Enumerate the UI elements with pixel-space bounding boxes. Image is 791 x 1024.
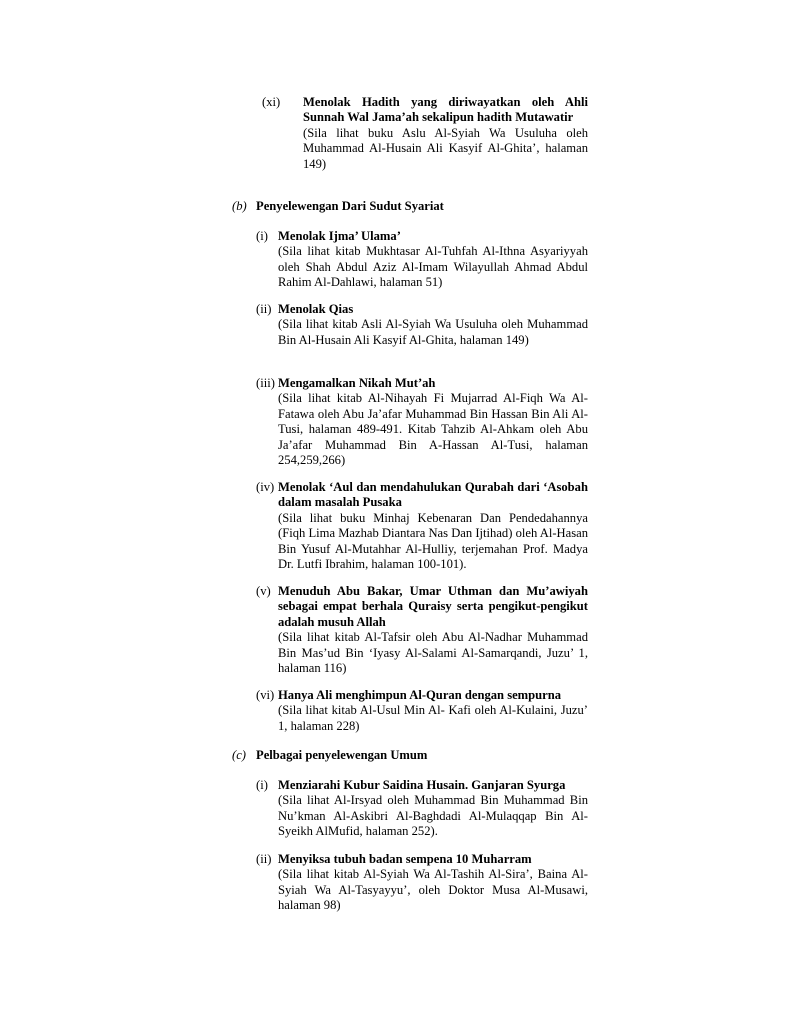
item-reference: (Sila lihat kitab Al-Tafsir oleh Abu Al-Nadhar Muhammad Bin Mas’ud Bin ‘Iyasy Al-Salami Al-Samarqandi, Juzu’ 1, halaman 116) xyxy=(278,630,588,676)
item-title: Mengamalkan Nikah Mut’ah xyxy=(278,376,436,390)
section-label: Penyelewengan Dari Sudut Syariat xyxy=(256,199,444,213)
section-label: Pelbagai penyelewengan Umum xyxy=(256,748,428,762)
item-reference: (Sila lihat Al-Irsyad oleh Muhammad Bin Muhammad Bin Nu’kman Al-Askibri Al-Baghdadi Al-Mulaqqap Bin Al-Syeikh AlMufid, halaman 252). xyxy=(278,793,588,839)
item-title: Menolak Qias xyxy=(278,302,354,316)
item-title: Menziarahi Kubur Saidina Husain. Ganjaran Syurga xyxy=(278,778,566,792)
item-marker: (xi) xyxy=(262,95,281,109)
item-title: Menyiksa tubuh badan sempena 10 Muharram xyxy=(278,852,532,866)
item-reference: (Sila lihat kitab Mukhtasar Al-Tuhfah Al-Ithna Asyariyyah oleh Shah Abdul Aziz Al-Imam Wilayullah Ahmad Abdul Rahim Al-Dahlawi, halaman 51) xyxy=(278,244,588,290)
item-marker: (ii) xyxy=(256,302,272,316)
section-letter: (c) xyxy=(232,748,246,762)
item-reference: (Sila lihat kitab Al-Nihayah Fi Mujarrad Al-Fiqh Wa Al-Fatawa oleh Abu Ja’afar Muhammad Bin Hassan Bin Ali Al-Tusi, halaman 489-491. Kitab Tahzib Al-Ahkam oleh Abu Ja’afar Muhammad Bin A-Hassan Al-Tusi, halaman 254,259,266) xyxy=(278,391,588,468)
item-marker: (iii) xyxy=(256,376,275,390)
item-marker: (vi) xyxy=(256,688,275,702)
item-title: Menolak Hadith yang diriwayatkan oleh Ahli Sunnah Wal Jama’ah sekalipun hadith Mutawatir xyxy=(303,95,588,125)
item-reference: (Sila lihat kitab Asli Al-Syiah Wa Usuluha oleh Muhammad Bin Al-Husain Ali Kasyif Al-Ghita, halaman 149) xyxy=(278,317,588,347)
item-marker: (i) xyxy=(256,229,268,243)
item-title: Menolak ‘Aul dan mendahulukan Qurabah dari ‘Asobah dalam masalah Pusaka xyxy=(278,480,588,510)
item-reference: (Sila lihat kitab Al-Syiah Wa Al-Tashih Al-Sira’, Baina Al-Syiah Wa Al-Tasyayyu’, oleh Doktor Musa Al-Musawi, halaman 98) xyxy=(278,867,588,913)
item-marker: (i) xyxy=(256,778,268,792)
item-reference: (Sila lihat kitab Al-Usul Min Al- Kafi oleh Al-Kulaini, Juzu’ 1, halaman 228) xyxy=(278,703,588,733)
item-marker: (ii) xyxy=(256,852,272,866)
item-reference: (Sila lihat buku Aslu Al-Syiah Wa Usuluha oleh Muhammad Al-Husain Ali Kasyif Al-Ghita’, halaman 149) xyxy=(303,125,588,171)
item-marker: (v) xyxy=(256,584,271,598)
item-title: Menuduh Abu Bakar, Umar Uthman dan Mu’awiyah sebagai empat berhala Quraisy serta pengikut-pengikut adalah musuh Allah xyxy=(278,584,588,629)
item-title: Hanya Ali menghimpun Al-Quran dengan sempurna xyxy=(278,688,562,702)
item-marker: (iv) xyxy=(256,480,275,494)
item-title: Menolak Ijma’ Ulama’ xyxy=(278,229,401,243)
item-reference: (Sila lihat buku Minhaj Kebenaran Dan Pendedahannya (Fiqh Lima Mazhab Diantara Nas Dan Ijtihad) oleh Al-Hasan Bin Yusuf Al-Mutahhar Al-Hulliy, terjemahan Prof. Madya Dr. Lutfi Ibrahim, halaman 100-101). xyxy=(278,510,588,572)
section-letter: (b) xyxy=(232,199,247,213)
